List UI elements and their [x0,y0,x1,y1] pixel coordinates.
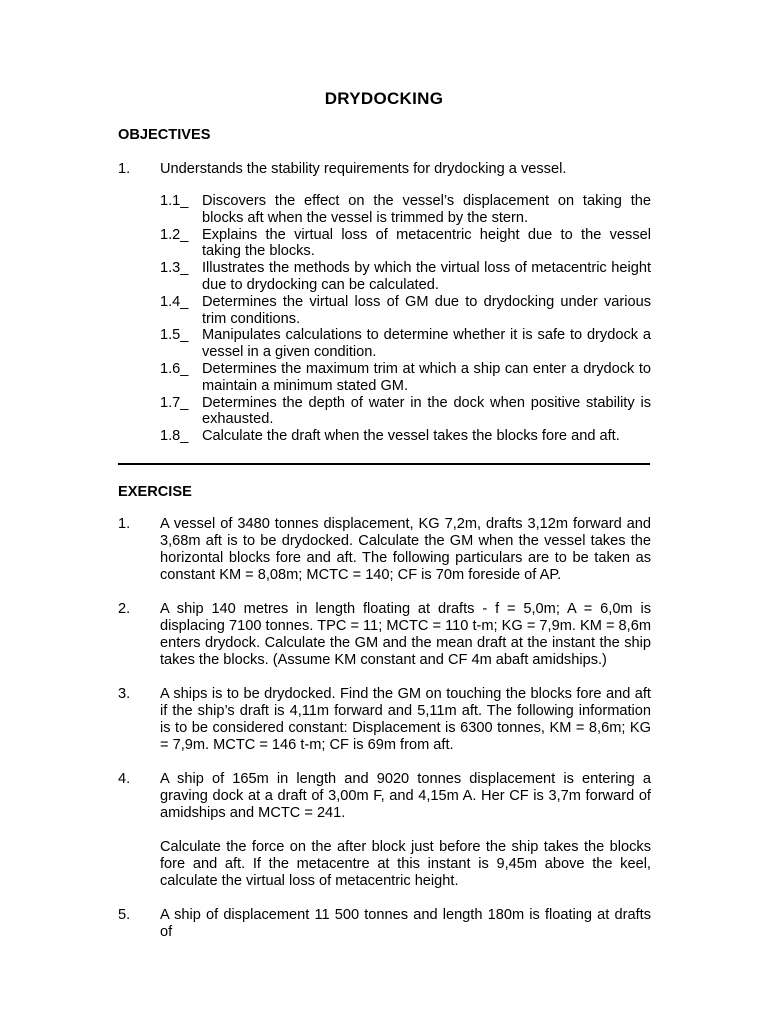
exercise-item-text: A ships is to be drydocked. Find the GM on touching the blocks fore and aft if the ship’s draft is 4,11m forward and 5,11m aft. The following information is to be considered constant: Displacement is 6300 tonnes, KM = 8,6m; KG = 7,9m. MCTC = 146 t-m; CF is 69m from aft. [160,686,651,753]
objectives-heading: OBJECTIVES [118,127,211,143]
exercise-item [118,516,651,584]
objective-item-number: 1.4_ [160,293,189,310]
objective-item-text: Manipulates calculations to determine whether it is safe to drydock a vessel in a given condition. [202,327,651,361]
exercise-item [118,686,651,754]
objective-main-text: Understands the stability requirements for drydocking a vessel. [160,161,567,177]
objective-item-text: Calculate the draft when the vessel takes the blocks fore and aft. [202,428,620,445]
objective-item-number: 1.2_ [160,226,189,243]
objective-item [160,227,651,261]
objective-item-number: 1.6_ [160,360,189,377]
objective-item [160,260,651,294]
objective-item [160,428,651,445]
objective-item-number: 1.5_ [160,327,189,344]
objectives-sub-list [160,193,651,445]
objective-item-text: Discovers the effect on the vessel’s displacement on taking the blocks aft when the vessel is trimmed by the stern. [202,193,651,226]
objective-item-text: Determines the depth of water in the dock when positive stability is exhausted. [202,394,651,428]
exercise-item [118,601,651,669]
objective-item-number: 1.3_ [160,260,189,277]
exercise-list [118,516,651,958]
objective-item-number: 1.8_ [160,428,189,445]
objective-item [160,327,651,361]
section-divider [118,463,650,465]
objective-item-number: 1.1_ [160,193,189,209]
exercise-item-text: A ship of displacement 11 500 tonnes and length 180m is floating at drafts of [160,907,651,940]
exercise-item-text: A vessel of 3480 tonnes displacement, KG 7,2m, drafts 3,12m forward and 3,68m aft is to be drydocked. Calculate the GM when the vessel takes the horizontal blocks fore and aft. The following particulars are to be taken as constant KM = 8,08m; MCTC = 140; CF is 70m foreside of AP. [160,516,651,583]
objective-item-text: Determines the virtual loss of GM due to drydocking under various trim conditions. [202,293,651,327]
objective-item-text: Explains the virtual loss of metacentric height due to the vessel taking the blocks. [202,226,651,260]
objective-item [160,294,651,328]
objective-item [160,361,651,395]
exercise-item [118,771,651,890]
objective-main-number: 1. [118,161,131,177]
objective-item-number: 1.7_ [160,394,189,411]
objective-item-text: Illustrates the methods by which the virtual loss of metacentric height due to drydocking can be calculated. [202,260,651,293]
exercise-item-number: 3. [118,686,131,702]
objective-item [160,395,651,429]
exercise-item-text: A ship 140 metres in length floating at drafts - f = 5,0m; A = 6,0m is displacing 7100 tonnes. TPC = 11; MCTC = 110 t-m; KG = 7,9m. KM = 8,6m enters drydock. Calculate the GM and the mean draft at the instant the ship takes the blocks. (Assume KM constant and CF 4m abaft amidships.) [160,601,651,668]
exercise-item-number: 2. [118,601,131,617]
exercise-item-number: 1. [118,516,131,532]
objective-item-text: Determines the maximum trim at which a ship can enter a drydock to maintain a minimum stated GM. [202,360,651,394]
page-title: DRYDOCKING [324,89,444,108]
exercise-item-number: 5. [118,907,131,923]
exercise-item-number: 4. [118,771,131,787]
exercise-item-text: A ship of 165m in length and 9020 tonnes displacement is entering a graving dock at a draft of 3,00m F, and 4,15m A. Her CF is 3,7m forward of amidships and MCTC = 241. [160,771,651,821]
exercise-heading: EXERCISE [118,484,192,500]
exercise-item-text-continued: Calculate the force on the after block just before the ship takes the blocks fore and aft. If the metacentre at this instant is 9,45m above the keel, calculate the virtual loss of metacentric height. [160,839,651,889]
objective-item [160,193,651,227]
exercise-item [118,907,651,941]
